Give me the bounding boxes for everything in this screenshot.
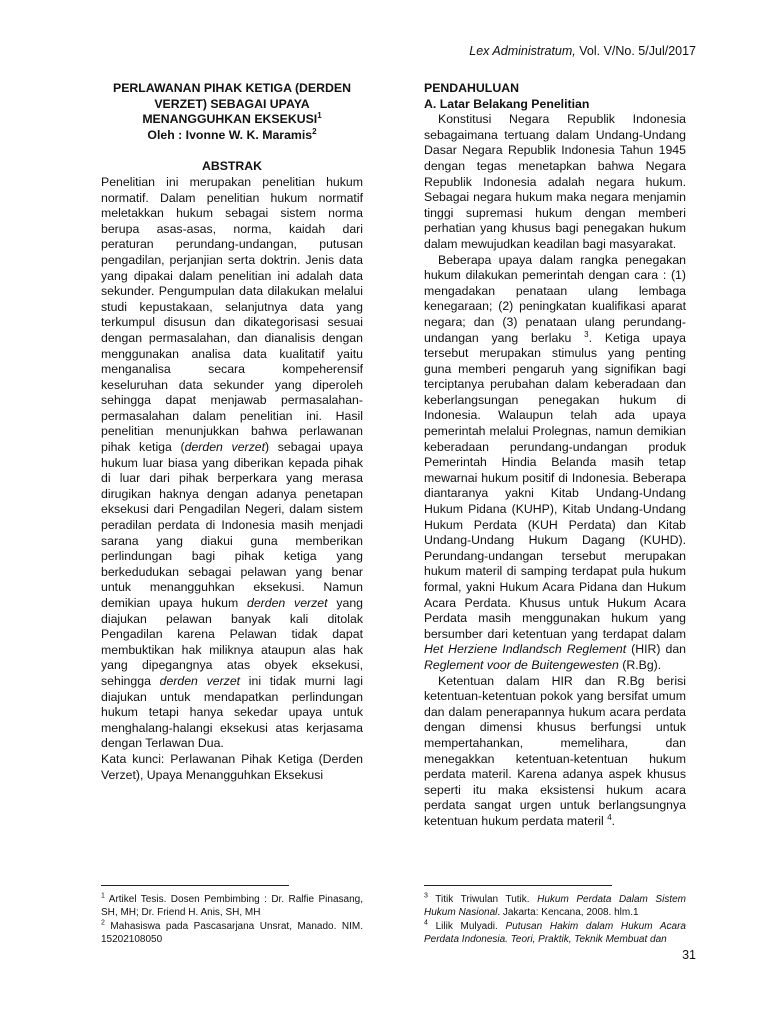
footnote-3: $^3$ Titik Triwulan Tutik. Hukum Perdata Dalam Sistem Hukum Nasional. Jakarta: Kencana, 2008. hlm.1 <box>424 892 686 918</box>
intro-paragraph-2: Beberapa upaya dalam rangka penegakan hukum dilakukan pemerintah dengan cara : (1) mengadakan penataan ulang lembaga kenegaraan; (2) peningkatan kualifikasi aparat negara; dan (3) penataan ulang perundang-undangan yang berlaku $^3$. Ketiga upaya tersebut merupakan stimulus yang penting guna memberi pengaruh yang signifikan bagi terciptanya perubahan dalam keberadaan dan keberlangsungan penegakan hukum di Indonesia. Walaupun telah ada upaya pemerintah melalui Prolegnas, namun demikian keberadaan perundang-undangan produk Pemerintah Hindia Belanda masih tetap mewarnai hukum positif di Indonesia. Beberapa diantaranya yakni Kitab Undang-Undang Hukum Pidana (KUHP), Kitab Undang-Undang Hukum Perdata (KUH Perdata) dan Kitab Undang-Undang Hukum Dagang (KUHD). Perundang-undangan tersebut merupakan hukum materil di samping terdapat pula hukum formal, yakni Hukum Acara Pidana dan Hukum Acara Perdata. Khusus untuk Hukum Acara Perdata masih menggunakan hukum yang bersumber dari ketentuan yang terdapat dalam Het Herziene Indlandsch Reglement (HIR) dan Reglement voor de Buitengewesten (R.Bg). <box>424 252 686 672</box>
footnote-ref-3: 3 <box>584 329 589 339</box>
running-header <box>469 44 696 58</box>
footnote-1: $^1$ Artikel Tesis. Dosen Pembimbing : Dr. Ralfie Pinasang, SH, MH; Dr. Friend H. Anis, SH, MH <box>101 892 363 918</box>
footnote-divider-left <box>101 885 289 886</box>
author-footnote-ref: 2 <box>312 126 317 136</box>
intro-heading: PENDAHULUAN <box>424 81 519 95</box>
intro-paragraph-1: Konstitusi Negara Republik Indonesia sebagaimana tertuang dalam Undang-Undang Dasar Negara Republik Indonesia Tahun 1945 dengan tegas menetapkan bahwa Negara Republik Indonesia adalah negara hukum. Sebagai negara hukum maka negara menjamin tinggi supremasi hukum dengan memberi perhatian yang khusus bagi penegakan hukum dalam mewujudkan keadilan bagi masyarakat. <box>424 112 686 251</box>
article-author: Oleh : Ivonne W. K. Maramis$^2$ <box>147 126 317 142</box>
abstract-paragraph: Penelitian ini merupakan penelitian hukum normatif. Dalam penelitian hukum normatif meletakkan hukum sebagai sistem norma berupa asas-asas, norma, kaidah dari peraturan perundang-undangan, putusan pengadilan, perjanjian serta doktrin. Jenis data yang dipakai dalam penelitian ini adalah data sekunder. Pengumpulan data dilakukan melalui studi kepustakaan, selanjutnya data yang terkumpul disusun dan dikategorisasi sesuai dengan permasalahan, dan dianalisis dengan menggunakan analisa data kualitatif yaitu menganalisa secara kompeherensif keseluruhan data sekunder yang diperoleh sehingga dapat menjawab permasalahan-permasalahan dalam penelitian ini. Hasil penelitian menunjukkan bahwa perlawanan pihak ketiga (derden verzet) sebagai upaya hukum luar biasa yang diberikan kepada pihak di luar dari pihak berperkara yang merasa dirugikan haknya dengan adanya penetapan eksekusi dari Pengadilan Negeri, dalam sistem peradilan perdata di Indonesia masih menjadi sarana yang diakui guna memberikan perlindungan bagi pihak ketiga yang berkedudukan sebagai pelawan yang benar untuk menangguhkan eksekusi. Namun demikian upaya hukum derden verzet yang diajukan pelawan banyak kali ditolak Pengadilan karena Pelawan tidak dapat membuktikan hak miliknya ataupun alas hak yang dipegangnya atas obyek eksekusi, sehingga derden verzet ini tidak murni lagi diajukan untuk mendapatkan perlindungan hukum tetapi hanya sekedar upaya untuk menghalang-halangi eksekusi atas kerjasama dengan Terlawan Dua. <box>101 174 363 751</box>
journal-issue: Vol. V/No. 5/Jul/2017 <box>575 44 696 58</box>
left-column <box>101 81 363 783</box>
journal-name: Lex Administratum, <box>469 44 576 58</box>
footnote-divider-right <box>424 885 612 886</box>
title-footnote-ref: 1 <box>317 111 322 121</box>
footnote-2: $^2$ Mahasiswa pada Pascasarjana Unsrat, Manado. NIM. 15202108050 <box>101 919 363 945</box>
right-column <box>424 81 686 830</box>
keywords: Kata kunci: Perlawanan Pihak Ketiga (Derden Verzet), Upaya Menangguhkan Eksekusi <box>101 751 363 782</box>
footnote-ref-4: 4 <box>607 812 612 822</box>
page-number: 31 <box>682 948 696 962</box>
footnote-4: $^4$ Lilik Mulyadi. Putusan Hakim dalam Hukum Acara Perdata Indonesia. Teori, Praktik, Teknik Membuat dan <box>424 919 686 945</box>
abstract-heading: ABSTRAK <box>201 159 263 174</box>
article-title: PERLAWANAN PIHAK KETIGA (DERDEN VERZET) SEBAGAI UPAYA MENANGGUHKAN EKSEKUSI$^1$ <box>113 81 351 127</box>
intro-paragraph-3: Ketentuan dalam HIR dan R.Bg berisi ketentuan-ketentuan pokok yang bersifat umum dan dalam penerapannya hukum acara perdata dengan dimensi khusus berfungsi untuk mempertahankan, memelihara, dan menegakkan ketentuan-ketentuan hukum perdata materil. Karena adanya aspek khusus seperti itu maka eksistensi hukum acara perdata sangat urgen untuk berlangsungnya ketentuan hukum perdata materil $^4$. <box>424 673 686 828</box>
footnotes-right <box>424 893 686 947</box>
footnotes-left <box>101 893 363 947</box>
intro-subheading: A. Latar Belakang Penelitian <box>424 96 590 111</box>
